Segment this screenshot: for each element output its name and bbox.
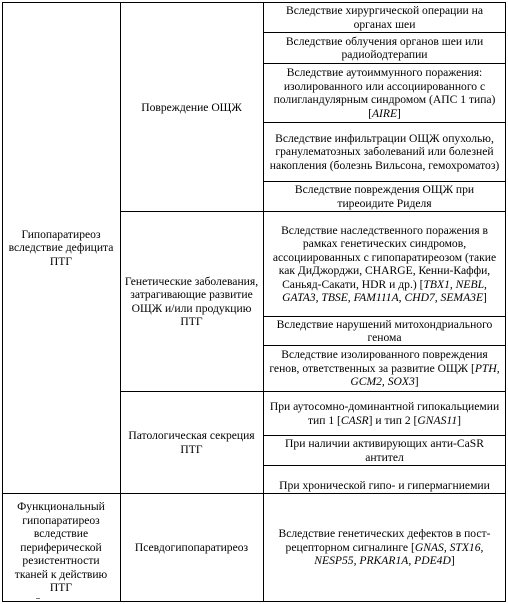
group-genetic-text: Генетические заболевания, затрагивающие развитие ОЩЖ и/или продукцию ПТГ: [124, 274, 259, 328]
group-damage-text: Повреждение ОЩЖ: [141, 101, 242, 114]
cause-surgery-text: Вследствие хирургической операции на органах шеи: [286, 4, 483, 31]
table-border-bottom: [2, 601, 506, 602]
cause-magnesemia-text: При хронической гипо- и гипермагниемии: [279, 478, 490, 492]
gene-aire: AIRE: [371, 106, 398, 120]
cause-isolated-genes-text: [266, 348, 503, 389]
group-secretion-text: Патологическая секреция ПТГ: [128, 429, 255, 456]
cause-isolated-main: Вследствие изолированного повреждения генов, ответственных за развитие ОЩЖ [: [269, 348, 488, 375]
group-pseudo-text: Псевдогипопаратиреоз: [134, 540, 249, 554]
cause-autoimmune-main: Вследствие аутоиммунного поражения: изолированного или ассоциированного с полигландулярным синдромом (АПС 1 типа) [: [273, 66, 496, 120]
genes-isolated: PTH, GCM2, SOX3: [350, 361, 500, 389]
cause-antibodies-text: При наличии активирующих анти-CaSR антител: [285, 437, 484, 464]
cause-magnesemia: [263, 466, 506, 493]
cause-hereditary-main: Вследствие наследственного поражения в рамках генетических синдромов, ассоциированных с гипопаратиреозом (такие как ДиДжорджи, CHARGE, Кенни-Каффи, Саньяд-Сакати, HDR и др.) [: [272, 223, 497, 291]
cause-radiation: [263, 33, 506, 63]
cause-adh: [263, 392, 506, 435]
scan-mark: [36, 598, 40, 599]
bracket-close: ]: [397, 106, 401, 120]
category-deficiency: [2, 3, 120, 493]
cause-postreceptor-text: [266, 527, 503, 568]
classification-table: [2, 2, 506, 602]
cause-adh-main: При аутосомно-доминантной гипокальциемии тип 1 [: [269, 400, 500, 427]
cause-hereditary-syndromes: [263, 212, 506, 316]
group-secretion: [120, 392, 263, 493]
cause-riedel-text: Вследствие повреждения ОЩЖ при тиреоидите Риделя: [294, 183, 475, 210]
bracket-close: ]: [457, 413, 462, 427]
group-pseudo: [120, 494, 263, 601]
group-damage: [120, 3, 263, 211]
category-deficiency-text: Гипопаратиреоз вследствие дефицита ПТГ: [8, 227, 114, 268]
cause-hereditary-syndromes-text: [266, 224, 503, 305]
category-resistance: [2, 494, 120, 601]
bracket-close: ]: [450, 554, 455, 568]
cause-mitochondrial: [263, 317, 506, 345]
cause-surgery: [263, 3, 506, 32]
group-genetic: [120, 212, 263, 391]
cause-autoimmune: [263, 64, 506, 122]
genes-syndromes: TBX1, NEBL, GATA3, TBSE, FAM111A, CHD7, SEMA3E: [282, 277, 487, 304]
category-resistance-text: Функциональный гипопаратиреоз вследствие периферической резистентности тканей к действию ПТГ: [14, 500, 108, 595]
cause-mitochondrial-text: Вследствие нарушений митохондриального генома: [276, 317, 493, 344]
cause-antibodies: [263, 436, 506, 465]
bracket-close: ]: [414, 375, 419, 389]
cause-adh-text: [266, 400, 503, 427]
genes-postreceptor: GNAS, STX16, NESP55, PRKAR1A, PDE4D: [314, 540, 484, 568]
cause-autoimmune-text: [266, 66, 503, 120]
cause-adh-mid: ] и тип 2 [: [368, 413, 418, 427]
cause-postreceptor-main: Вследствие генетических дефектов в пост-рецепторном сигналинге [: [278, 527, 491, 554]
cause-radiation-text: Вследствие облучения органов шеи или радиойодтерапии: [285, 34, 484, 61]
bracket-close: ]: [483, 291, 487, 304]
cause-riedel: [263, 182, 506, 211]
gene-gnas11: GNAS11: [417, 413, 458, 427]
cause-infiltration-text: Вследствие инфильтрации ОЩЖ опухолью, гранулематозных заболеваний или болезней накопления (болезнь Вильсона, гемохроматоз): [269, 131, 500, 172]
cause-postreceptor: [263, 494, 506, 601]
cause-infiltration: [263, 123, 506, 181]
gene-casr: CASR: [340, 413, 369, 427]
cause-isolated-genes: [263, 346, 506, 391]
